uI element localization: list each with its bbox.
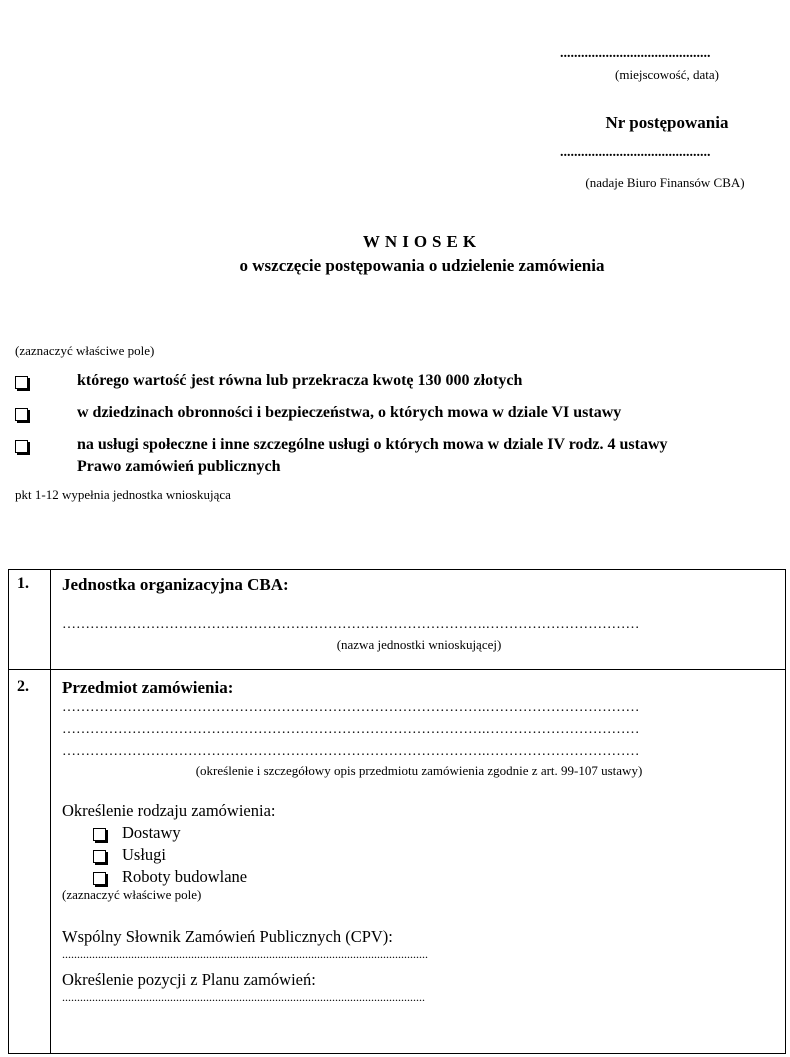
checkbox-icon[interactable]: [93, 828, 106, 841]
subject-description-field[interactable]: ……………………………………………………………………………….……………………………: [62, 744, 640, 759]
order-type-instruction: (zaznaczyć właściwe pole): [62, 887, 202, 902]
order-type-option-label: Roboty budowlane: [122, 867, 248, 886]
place-date-label: (miejscowość, data): [615, 67, 719, 82]
section-title-unit: Jednostka organizacyjna CBA:: [62, 575, 289, 594]
subject-description-caption: (określenie i szczegółowy opis przedmiotu zamówienia zgodnie z art. 99-107 ustawy): [195, 763, 643, 778]
document-subtitle: o wszczęcie postępowania o udzielenie zamówienia: [239, 256, 605, 275]
option-label: w dziedzinach obronności i bezpieczeństwa, o których mowa w dziale VI ustawy: [77, 404, 622, 421]
section-number: 1.: [17, 575, 29, 592]
plan-position-label: Określenie pozycji z Planu zamówień:: [62, 970, 316, 989]
unit-name-caption: (nazwa jednostki wnioskującej): [336, 637, 502, 652]
plan-position-field[interactable]: .........................................................................................................................: [62, 990, 425, 1004]
order-type-option-label: Usługi: [122, 845, 167, 864]
section-title-subject: Przedmiot zamówienia:: [62, 678, 234, 697]
order-type-label: Określenie rodzaju zamówienia:: [62, 801, 276, 820]
proceeding-number-field[interactable]: ...........................................: [560, 145, 711, 160]
order-type-option-label: Dostawy: [122, 823, 181, 842]
document-title: WNIOSEK: [362, 232, 482, 251]
checkbox-icon[interactable]: [15, 376, 28, 389]
proceeding-number-note: (nadaje Biuro Finansów CBA): [585, 175, 745, 190]
subject-description-field[interactable]: ……………………………………………………………………………….……………………………: [62, 722, 640, 737]
checkbox-icon[interactable]: [15, 408, 28, 421]
cpv-label: Wspólny Słownik Zamówień Publicznych (CPV):: [62, 927, 393, 946]
subject-description-field[interactable]: ……………………………………………………………………………….……………………………: [62, 700, 640, 715]
option-label: którego wartość jest równa lub przekracza kwotę 130 000 złotych: [77, 372, 523, 389]
table-column-divider: [50, 569, 51, 1054]
section-number: 2.: [17, 678, 29, 695]
cpv-field[interactable]: ..........................................................................................................................: [62, 947, 428, 961]
option-label: na usługi społeczne i inne szczególne usługi o których mowa w dziale IV rodz. 4 ustawy: [77, 436, 668, 453]
mark-instruction: (zaznaczyć właściwe pole): [15, 343, 155, 358]
fill-instruction: pkt 1-12 wypełnia jednostka wnioskująca: [15, 487, 231, 502]
place-date-field[interactable]: ...........................................: [560, 46, 711, 61]
checkbox-icon[interactable]: [93, 850, 106, 863]
table-row-divider: [8, 669, 786, 670]
checkbox-icon[interactable]: [93, 872, 106, 885]
proceeding-number-title: Nr postępowania: [605, 113, 729, 132]
checkbox-icon[interactable]: [15, 440, 28, 453]
option-label-continuation: Prawo zamówień publicznych: [77, 458, 281, 475]
unit-name-field[interactable]: ……………………………………………………………………………….……………………………: [62, 617, 640, 632]
